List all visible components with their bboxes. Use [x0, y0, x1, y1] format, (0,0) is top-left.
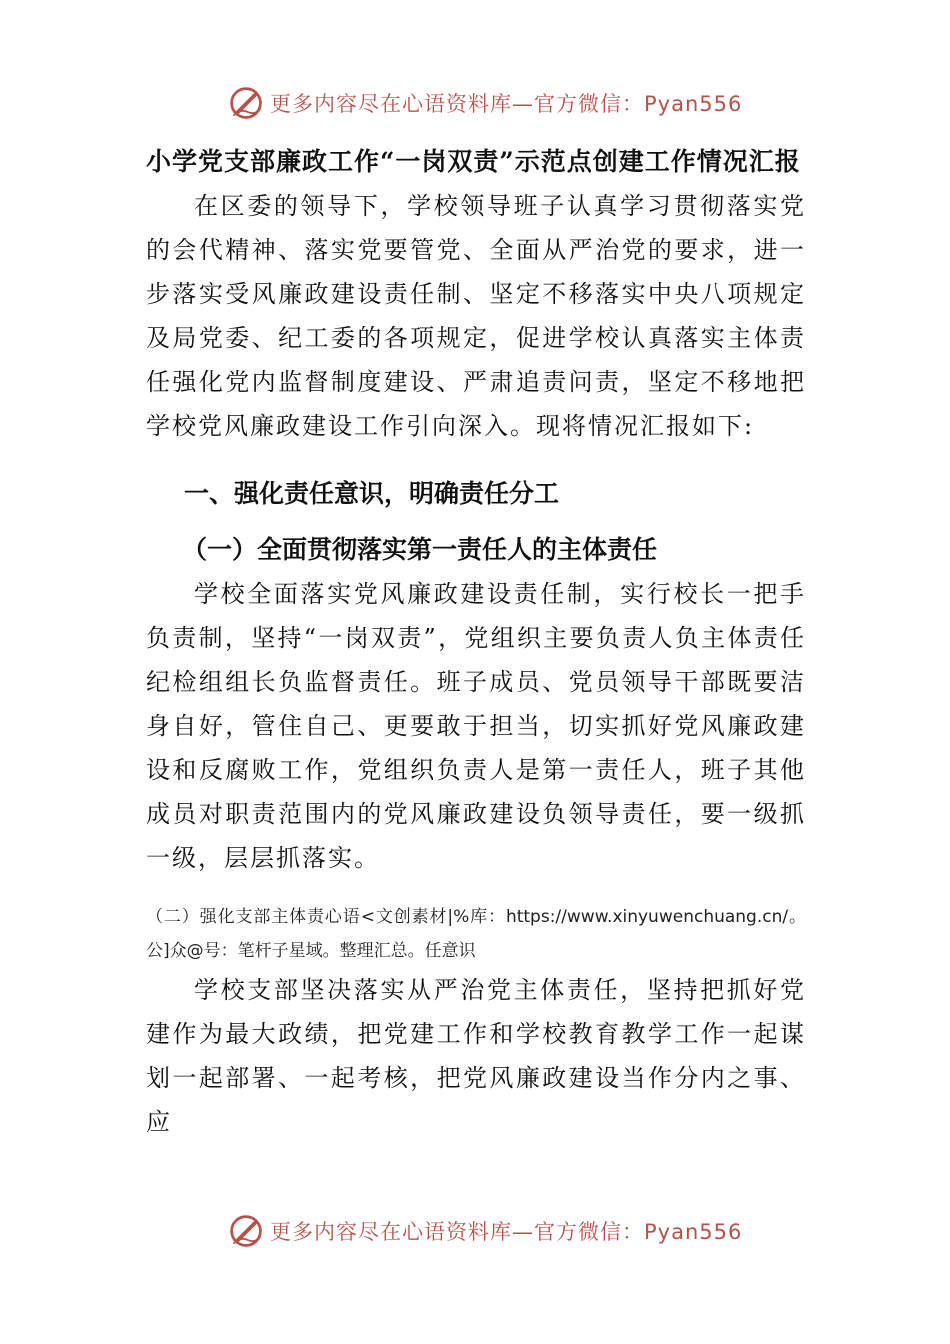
- footer-watermark-banner: [228, 1211, 742, 1251]
- subsection-heading-2-note: （二）强化支部主体责心语<文创素材|%库：https://www.xinyuwenchuang.cn/。公]众@号：笔杆子星域。整理汇总。任意识: [146, 907, 806, 961]
- body-paragraph-2: 学校支部坚决落实从严治党主体责任，坚持把抓好党建作为最大政绩，把党建工作和学校教育教学工作一起谋划一起部署、一起考核，把党风廉政建设当作分内之事、应: [146, 976, 806, 1136]
- header-watermark-text: 更多内容尽在心语资料库—官方微信：Pyan556: [270, 92, 743, 116]
- section-heading-1: 一、强化责任意识，明确责任分工: [184, 479, 560, 508]
- subsection-heading-1: （一）全面贯彻落实第一责任人的主体责任: [182, 535, 658, 564]
- header-watermark-banner: [228, 83, 742, 123]
- intro-paragraph: 在区委的领导下，学校领导班子认真学习贯彻落实党的会代精神、落实党要管党、全面从严治党的要求，进一步落实受风廉政建设责任制、坚定不移落实中央八项规定及局党委、纪工委的各项规定，促进学校认真落实主体责任强化党内监督制度建设、严肃追责问责，坚定不移地把学校党风廉政建设工作引向深入。现将情况汇报如下:: [146, 192, 806, 440]
- body-paragraph-1: 学校全面落实党风廉政建设责任制，实行校长一把手负责制，坚持“一岗双责”，党组织主要负责人负主体责任纪检组组长负监督责任。班子成员、党员领导干部既要洁身自好，管住自己、更要敢于担当，切实抓好党风廉政建设和反腐败工作，党组织负责人是第一责任人，班子其他成员对职责范围内的党风廉政建设负领导责任，要一级抓一级，层层抓落实。: [146, 580, 806, 872]
- pen-signature-icon: [228, 1213, 264, 1249]
- document-body: [146, 140, 806, 1144]
- pen-signature-icon: [228, 85, 264, 121]
- document-title: 小学党支部廉政工作“一岗双责”示范点创建工作情况汇报: [146, 147, 801, 176]
- footer-watermark-text: 更多内容尽在心语资料库—官方微信：Pyan556: [270, 1220, 743, 1244]
